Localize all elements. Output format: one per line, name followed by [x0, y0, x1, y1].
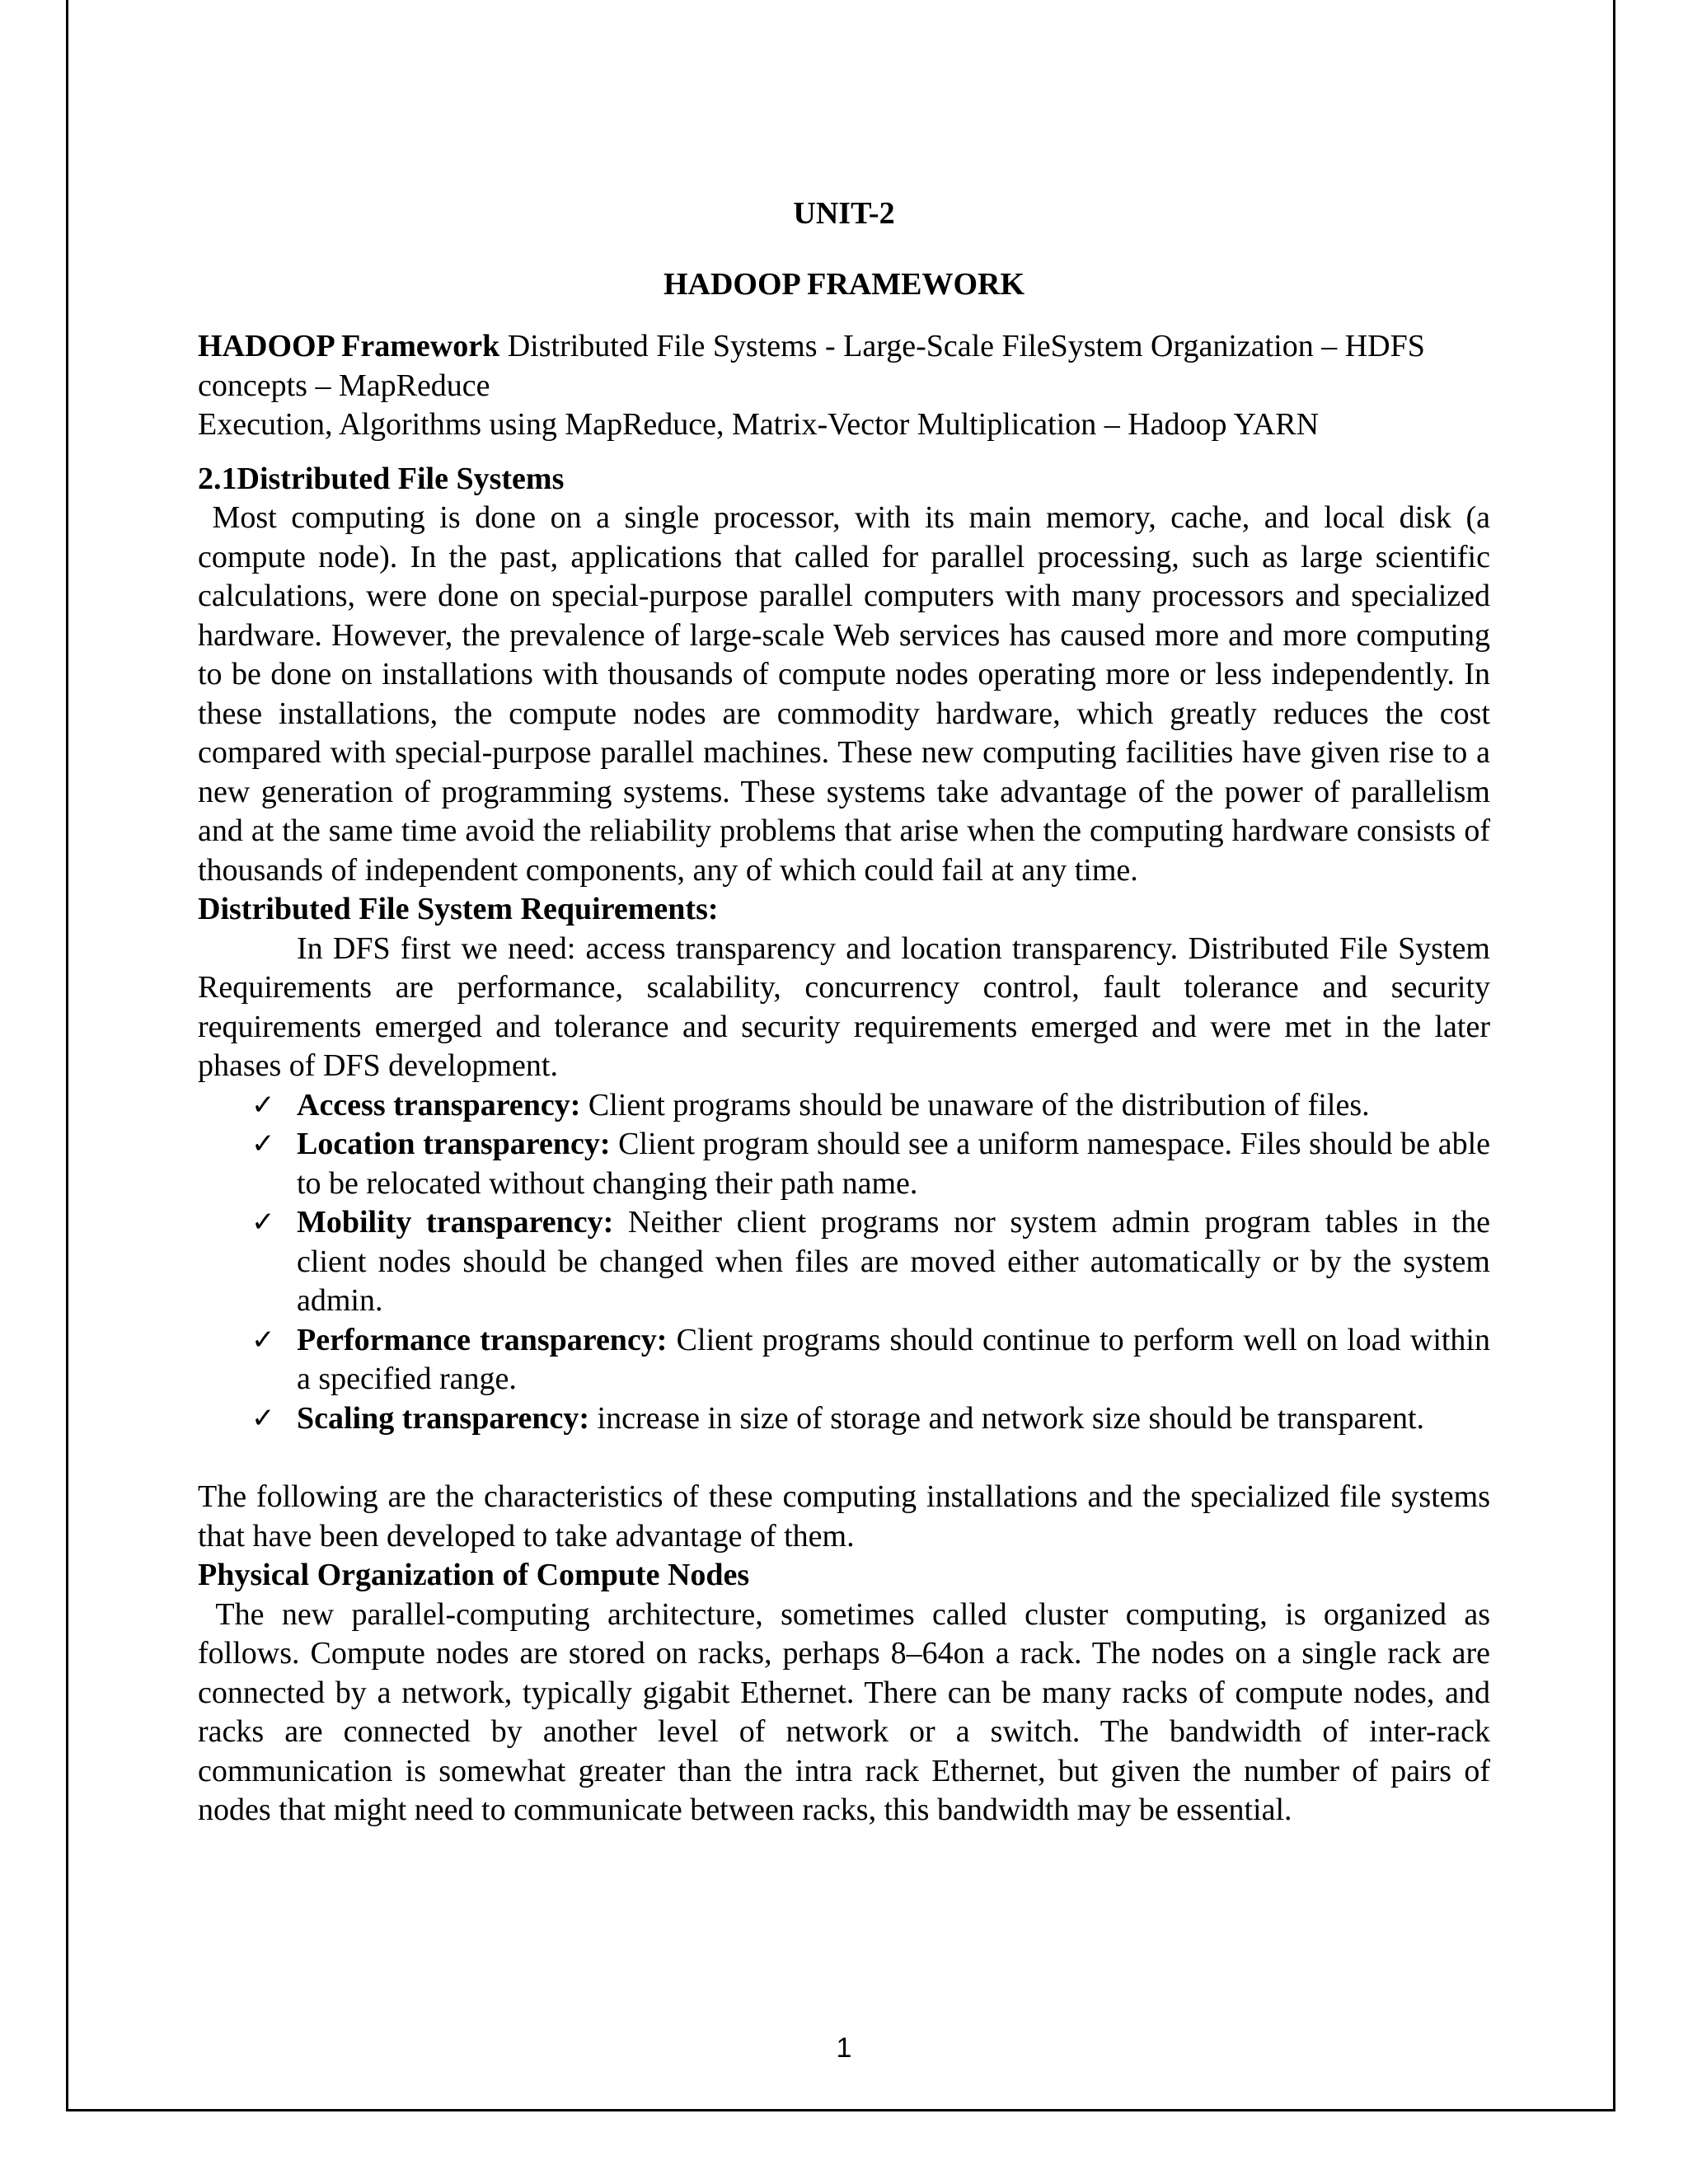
spacer: [198, 1438, 1490, 1478]
document-body: [198, 194, 1498, 1830]
physical-organization-paragraph: The new parallel-computing architecture, sometimes called cluster computing, is organized as follows. Compute nodes are stored on racks, perhaps 8–64on a rack. The nodes on a single rack are connected by a network, typically gigabit Ethernet. There can be many racks of compute nodes, and racks are connected by another level of network or a switch. The bandwidth of inter-rack communication is somewhat greater than the intra rack Ethernet, but given the number of pairs of nodes that might need to communicate between racks, this bandwidth may be essential.: [198, 1596, 1498, 1827]
list-item: [198, 1086, 1490, 1126]
checkmark-icon: ✓: [251, 1127, 275, 1160]
unit-title: UNIT-2: [793, 196, 895, 231]
requirements-paragraph: In DFS first we need: access transparency and location transparency. Distributed File System Requirements are performance, scalability, concurrency control, fault tolerance and security requirements emerged and tolerance and security requirements emerged and were met in the later phases of DFS development.: [198, 930, 1490, 1083]
requirements-heading: Distributed File System Requirements:: [198, 892, 719, 926]
list-item-text: increase in size of storage and network size should be transparent.: [589, 1400, 1425, 1436]
checkmark-icon: ✓: [251, 1323, 275, 1357]
physical-organization-heading: Physical Organization of Compute Nodes: [198, 1558, 750, 1592]
list-item-text: Client program should see a uniform namespace. Files should be able to be relocated without changing their path name.: [297, 1127, 1490, 1201]
list-item: [198, 1203, 1490, 1321]
overview-paragraph: [198, 327, 1490, 405]
list-item-term: Mobility transparency:: [297, 1205, 614, 1240]
list-item-text: Client programs should continue to perform well on load within a specified range.: [297, 1322, 1490, 1396]
chapter-title: HADOOP FRAMEWORK: [663, 266, 1025, 302]
checkmark-icon: ✓: [251, 1088, 275, 1122]
overview-topics-line2: Execution, Algorithms using MapReduce, Matrix-Vector Multiplication – Hadoop YARN: [198, 407, 1320, 442]
page-number: 1: [836, 2032, 852, 2064]
distributed-file-systems-paragraph: Most computing is done on a single processor, with its main memory, cache, and local disk (a compute node). In the past, applications that called for parallel processing, such as large scientific calculations, were done on special-purpose parallel computers with many processors and specialized hardware. However, the prevalence of large-scale Web services has caused more and more computing to be done on installations with thousands of compute nodes operating more or less independently. In these installations, the compute nodes are commodity hardware, which greatly reduces the cost compared with special-purpose parallel machines. These new computing facilities have given rise to a new generation of programming systems. These systems take advantage of the power of parallelism and at the same time avoid the reliability problems that arise when the computing hardware consists of thousands of independent components, any of which could fail at any time.: [198, 500, 1498, 888]
characteristics-paragraph: The following are the characteristics of these computing installations and the specialized file systems that have been developed to take advantage of them.: [198, 1479, 1490, 1554]
transparency-list: [198, 1086, 1490, 1439]
list-item: [198, 1125, 1490, 1203]
list-item-term: Access transparency:: [297, 1087, 581, 1122]
list-item: [198, 1321, 1490, 1399]
overview-topics: Distributed File Systems - Large-Scale FileSystem Organization – HDFS concepts – MapReduce: [198, 329, 1425, 403]
list-item: [198, 1399, 1490, 1439]
section-heading-distributed-file-systems: 2.1Distributed File Systems: [198, 461, 565, 496]
list-item-term: Scaling transparency:: [297, 1400, 590, 1436]
list-item-term: Location transparency:: [297, 1127, 611, 1161]
list-item-text: Client programs should be unaware of the distribution of files.: [580, 1087, 1370, 1122]
list-item-text: Neither client programs nor system admin program tables in the client nodes should be changed when files are moved either automatically or by the system admin.: [297, 1205, 1490, 1318]
checkmark-icon: ✓: [251, 1206, 275, 1239]
list-item-term: Performance transparency:: [297, 1322, 668, 1357]
checkmark-icon: ✓: [251, 1401, 275, 1435]
overview-bold-label: HADOOP Framework: [198, 329, 500, 363]
